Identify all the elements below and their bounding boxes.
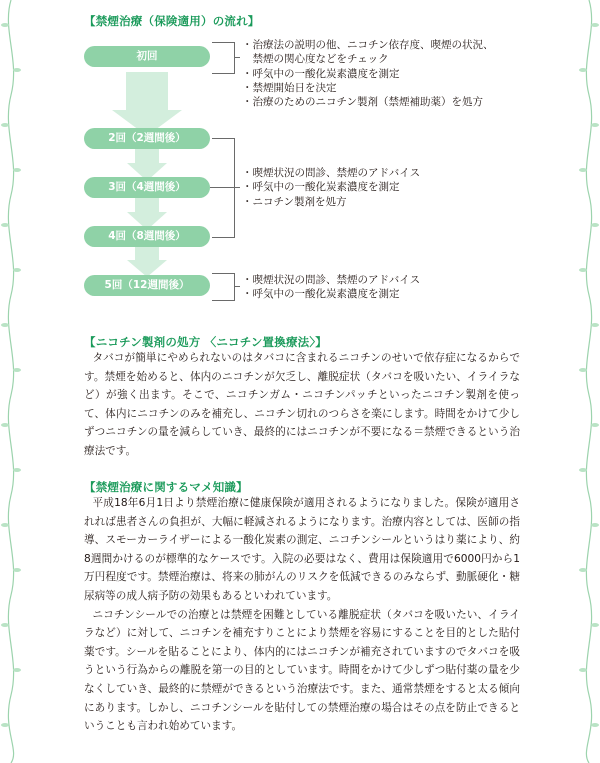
mid-visit-notes [242, 166, 420, 209]
paragraph: 平成18年6月1日より禁煙治療に健康保険が適用されるようになりました。保険が適用されれば患者さんの負担が、大幅に軽減されるようになります。治療内容としては、医師の指導、スモーカーライザーによる一酸化炭素の測定、ニコチンシールというはり薬により、約8週間かけるのが標準的なケースです。入院の必要はなく、費用は保険適用で6000円から1万円程度です。禁煙治療は、将来の肺がんのリスクを低減できるのみならず、動脈硬化・糖尿病等の成人病予防の効果もあるといわれています。 [84, 497, 520, 602]
section-body-tips [84, 494, 520, 736]
visit-3: 3回（4週間後） [84, 177, 210, 198]
bracket-connector [234, 286, 240, 287]
note-item: ・喫煙状況の問診、禁煙のアドバイス [242, 167, 421, 179]
note-item: ・ニコチン製剤を処方 [242, 195, 347, 208]
left-vine-border [0, 0, 22, 763]
bracket-connector [234, 187, 240, 188]
paragraph: ニコチンシールでの治療とは禁煙を困難としている離脱症状（タバコを吸いたい、イライラなど）に対して、ニコチンを補充すりことにより禁煙を容易にすることを目的とした貼付薬です。シールを貼ることにより、体内的にはニコチンが補充されていますのでタバコを吸うという行為からの離脱を第一の目的としています。時間をかけて少しずつ貼付薬の量を少なくしていき、最終的に禁煙ができるという治療法です。また、通常禁煙をすると太る傾向にあります。しかし、ニコチンシールを貼付しての禁煙治療の場合はその点を防止できるということも言われ始めています。 [84, 608, 520, 733]
note-item: ・呼気中の一酸化炭素濃度を測定 [242, 181, 400, 194]
note-item: ・禁煙開始日を決定 [242, 81, 337, 94]
last-visit-notes [242, 273, 420, 302]
bracket-connector [234, 57, 240, 58]
down-arrow-icon [127, 247, 167, 277]
note-item: 禁煙の関心度などをチェック [242, 53, 389, 66]
note-item: ・治療法の説明の他、ニコチン依存度、喫煙の状況、 [242, 39, 494, 51]
bracket-last [212, 273, 235, 301]
visit-4: 4回（8週間後） [84, 226, 210, 247]
first-visit-notes [242, 38, 493, 109]
note-item: ・呼気中の一酸化炭素濃度を測定 [242, 67, 400, 80]
right-vine-border [578, 0, 600, 763]
visit-2: 2回（2週間後） [84, 128, 210, 149]
section-heading-tips: 【禁煙治療に関するマメ知識】 [84, 480, 248, 494]
note-item: ・呼気中の一酸化炭素濃度を測定 [242, 288, 400, 301]
note-item: ・喫煙状況の問診、禁煙のアドバイス [242, 274, 421, 286]
bracket-mid [212, 138, 235, 238]
down-arrow-icon [112, 72, 182, 136]
bracket-tick [210, 187, 234, 188]
section-body-nicotine [84, 349, 520, 461]
section-heading-nicotine: 【ニコチン製剤の処方 〈ニコチン置換療法〉】 [84, 335, 328, 349]
note-item: ・治療のためのニコチン製剤（禁煙補助薬）を処方 [242, 96, 483, 109]
visit-5: 5回（12週間後） [84, 275, 210, 296]
flow-heading: 【禁煙治療（保険適用）の流れ】 [84, 14, 260, 28]
bracket-first [212, 42, 235, 74]
visit-first: 初回 [84, 46, 210, 67]
paragraph: タバコが簡単にやめられないのはタバコに含まれるニコチンのせいで依存症になるからです。禁煙を始めると、体内のニコチンが欠乏し、離脱症状（タバコを吸いたい、イライラなど）が強く出ます。そこで、ニコチンガム・ニコチンパッチといったニコチン製剤を使って、体内にニコチンのみを補充し、ニコチン切れのつらさを楽にします。時間をかけて少しずつニコチンの量を減らしていき、最終的にはニコチンが不要になる＝禁煙できるという治療法です。 [84, 352, 520, 457]
